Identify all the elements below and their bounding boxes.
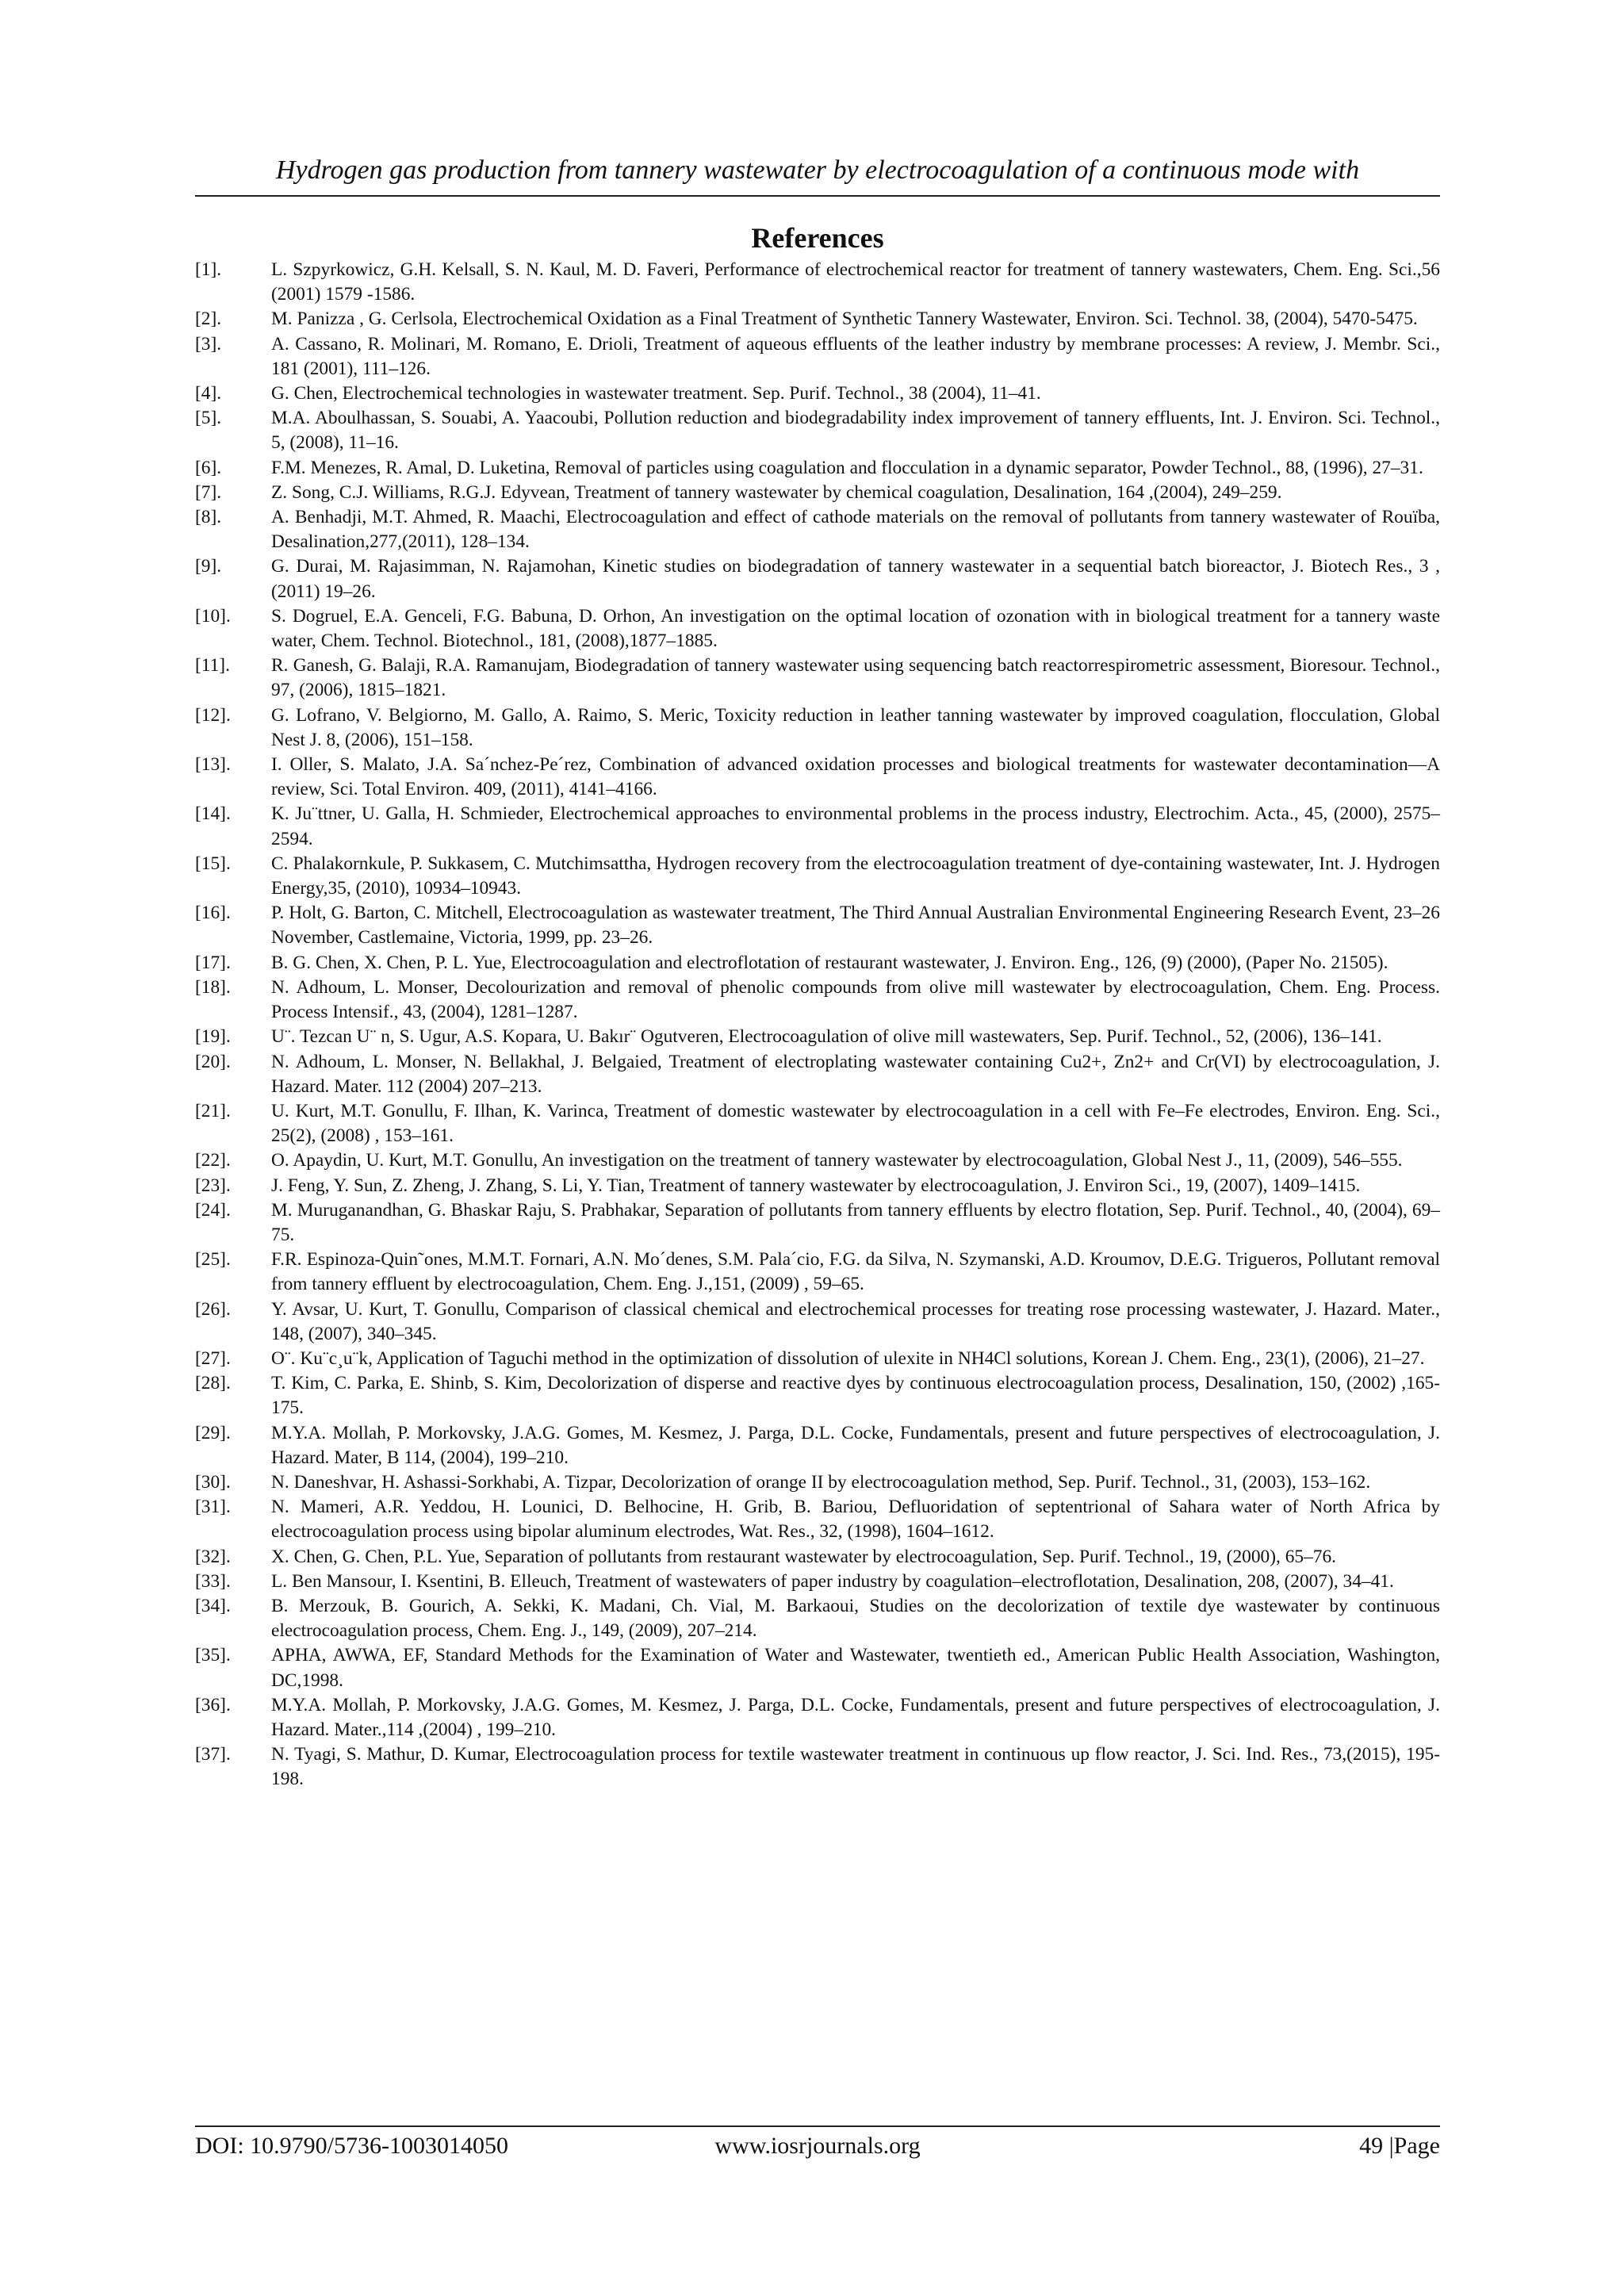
reference-number: [1].: [195, 259, 222, 280]
reference-number: [33].: [195, 1570, 231, 1592]
reference-text: M.A. Aboulhassan, S. Souabi, A. Yaacoubi, Pollution reduction and biodegradability index improvement of tannery effluents, Int. J. Environ. Sci. Technol., 5, (2008), 11–16.: [271, 408, 1440, 454]
reference-number: [15].: [195, 853, 231, 874]
reference-number: [5].: [195, 408, 222, 429]
reference-item: [195, 1297, 1440, 1347]
reference-number: [27].: [195, 1347, 231, 1369]
reference-text: K. Ju¨ttner, U. Galla, H. Schmieder, Electrochemical approaches to environmental problems in the process industry, Electrochim. Acta., 45, (2000), 2575–2594.: [271, 803, 1440, 849]
reference-text: O. Apaydin, U. Kurt, M.T. Gonullu, An investigation on the treatment of tannery wastewater by electrocoagulation, Global Nest J., 11, (2009), 546–555.: [271, 1150, 1403, 1171]
reference-item: [195, 1570, 1440, 1594]
footer-divider: [195, 2125, 1440, 2127]
reference-text: L. Ben Mansour, I. Ksentini, B. Elleuch, Treatment of wastewaters of paper industry by coagulation–electroflotation, Desalination, 208, (2007), 34–41.: [271, 1570, 1394, 1592]
references-heading: References: [751, 222, 884, 254]
reference-text: N. Daneshvar, H. Ashassi-Sorkhabi, A. Tizpar, Decolorization of orange II by electrocoagulation method, Sep. Purif. Technol., 31, (2003), 153–162.: [271, 1471, 1371, 1493]
reference-item: [195, 332, 1440, 381]
reference-text: G. Durai, M. Rajasimman, N. Rajamohan, Kinetic studies on biodegradation of tannery wastewater in a sequential batch bioreactor, J. Biotech Res., 3 ,(2011) 19–26.: [271, 556, 1440, 602]
reference-number: [25].: [195, 1249, 231, 1271]
reference-text: J. Feng, Y. Sun, Z. Zheng, J. Zhang, S. Li, Y. Tian, Treatment of tannery wastewater by electrocoagulation, J. Environ Sci., 19, (2007), 1409–1415.: [271, 1175, 1361, 1196]
reference-text: U. Kurt, M.T. Gonullu, F. Ilhan, K. Varinca, Treatment of domestic wastewater by electrocoagulation in a cell with Fe–Fe electrodes, Environ. Eng. Sci., 25(2), (2008) , 153–161.: [271, 1100, 1440, 1147]
reference-number: [18].: [195, 976, 231, 998]
reference-item: [195, 901, 1440, 950]
reference-text: T. Kim, C. Parka, E. Shinb, S. Kim, Decolorization of disperse and reactive dyes by continuous electrocoagulation process, Desalination, 150, (2002) ,165-175.: [271, 1373, 1440, 1419]
reference-text: U¨. Tezcan U¨ n, S. Ugur, A.S. Kopara, U. Bakır¨ Ogutveren, Electrocoagulation of olive mill wastewaters, Sep. Purif. Technol., 52, (2006), 136–141.: [271, 1026, 1382, 1048]
reference-item: [195, 604, 1440, 654]
reference-number: [32].: [195, 1546, 231, 1567]
reference-text: N. Mameri, A.R. Yeddou, H. Lounici, D. Belhocine, H. Grib, B. Bariou, Defluoridation of septentrional of Sahara water of North Africa by electrocoagulation process using bipolar aluminum electrodes, Wat. Res., 32, (1998), 1604–1612.: [271, 1497, 1440, 1543]
reference-item: [195, 1643, 1440, 1692]
reference-item: [195, 1693, 1440, 1742]
reference-item: [195, 1198, 1440, 1248]
reference-text: B. Merzouk, B. Gourich, A. Sekki, K. Madani, Ch. Vial, M. Barkaoui, Studies on the decolorization of textile dye wastewater by continuous electrocoagulation process, Chem. Eng. J., 149, (2009), 207–214.: [271, 1595, 1440, 1642]
running-header: Hydrogen gas production from tannery wastewater by electrocoagulation of a continuous mode with: [275, 155, 1360, 185]
reference-text: M. Panizza , G. Cerlsola, Electrochemical Oxidation as a Final Treatment of Synthetic Tannery Wastewater, Environ. Sci. Technol. 38, (2004), 5470-5475.: [271, 309, 1418, 330]
reference-text: B. G. Chen, X. Chen, P. L. Yue, Electrocoagulation and electroflotation of restaurant wastewater, J. Environ. Eng., 126, (9) (2000), (Paper No. 21505).: [271, 952, 1388, 973]
reference-number: [22].: [195, 1150, 231, 1171]
reference-number: [8].: [195, 507, 222, 528]
reference-item: [195, 802, 1440, 851]
reference-item: [195, 1742, 1440, 1792]
reference-item: [195, 976, 1440, 1025]
reference-text: M.Y.A. Mollah, P. Morkovsky, J.A.G. Gomes, M. Kesmez, J. Parga, D.L. Cocke, Fundamentals, present and future perspectives of electrocoagulation, J. Hazard. Mater.,114 ,(2004) , 199–210.: [271, 1694, 1440, 1740]
footer-page-number: 49 |Page: [1359, 2133, 1440, 2159]
reference-item: [195, 1495, 1440, 1544]
header-divider: [195, 195, 1440, 197]
reference-item: [195, 951, 1440, 976]
reference-text: G. Lofrano, V. Belgiorno, M. Gallo, A. Raimo, S. Meric, Toxicity reduction in leather tanning wastewater by improved coagulation, flocculation, Global Nest J. 8, (2006), 151–158.: [271, 704, 1440, 750]
reference-text: F.M. Menezes, R. Amal, D. Luketina, Removal of particles using coagulation and flocculation in a dynamic separator, Powder Technol., 88, (1996), 27–31.: [271, 457, 1423, 478]
reference-item: [195, 258, 1440, 307]
reference-text: O¨. Ku¨c¸u¨k, Application of Taguchi method in the optimization of dissolution of ulexite in NH4Cl solutions, Korean J. Chem. Eng., 23(1), (2006), 21–27.: [271, 1347, 1425, 1369]
reference-text: S. Dogruel, E.A. Genceli, F.G. Babuna, D. Orhon, An investigation on the optimal location of ozonation with in biological treatment for a tannery waste water, Chem. Technol. Biotechnol., 181, (2008),1877–1885.: [271, 605, 1440, 652]
reference-number: [12].: [195, 704, 231, 726]
footer-website[interactable]: www.iosrjournals.org: [714, 2133, 921, 2159]
page-footer: [195, 2129, 1440, 2164]
reference-number: [7].: [195, 481, 222, 503]
reference-item: [195, 1470, 1440, 1495]
reference-item: [195, 307, 1440, 332]
reference-item: [195, 1174, 1440, 1198]
reference-number: [36].: [195, 1694, 231, 1715]
reference-text: N. Adhoum, L. Monser, Decolourization and removal of phenolic compounds from olive mill wastewater by electrocoagulation, Chem. Eng. Process. Process Intensif., 43, (2004), 1281–1287.: [271, 976, 1440, 1023]
footer-doi[interactable]: DOI: 10.9790/5736-1003014050: [195, 2133, 508, 2159]
reference-number: [6].: [195, 457, 222, 478]
reference-number: [37].: [195, 1744, 231, 1765]
reference-number: [20].: [195, 1051, 231, 1072]
reference-number: [17].: [195, 952, 231, 973]
reference-item: [195, 1050, 1440, 1099]
reference-text: I. Oller, S. Malato, J.A. Sa´nchez-Pe´rez, Combination of advanced oxidation processes and biological treatments for wastewater decontamination—A review, Sci. Total Environ. 409, (2011), 4141–4166.: [271, 754, 1440, 800]
reference-item: [195, 1594, 1440, 1643]
reference-number: [28].: [195, 1373, 231, 1394]
reference-item: [195, 852, 1440, 901]
reference-number: [3].: [195, 333, 222, 355]
reference-number: [10].: [195, 605, 231, 627]
reference-number: [26].: [195, 1298, 231, 1320]
reference-item: [195, 1148, 1440, 1173]
reference-number: [14].: [195, 803, 231, 825]
reference-number: [11].: [195, 655, 230, 677]
reference-item: [195, 554, 1440, 604]
reference-item: [195, 406, 1440, 455]
reference-number: [9].: [195, 556, 222, 577]
reference-text: P. Holt, G. Barton, C. Mitchell, Electrocoagulation as wastewater treatment, The Third Annual Australian Environmental Engineering Research Event, 23–26 November, Castlemaine, Victoria, 1999, pp. 23–26.: [271, 903, 1440, 949]
reference-item: [195, 753, 1440, 802]
reference-number: [31].: [195, 1497, 231, 1518]
reference-text: R. Ganesh, G. Balaji, R.A. Ramanujam, Biodegradation of tannery wastewater using sequencing batch reactorrespirometric assessment, Bioresour. Technol., 97, (2006), 1815–1821.: [271, 655, 1440, 701]
reference-item: [195, 1347, 1440, 1371]
reference-item: [195, 1099, 1440, 1148]
reference-text: Z. Song, C.J. Williams, R.G.J. Edyvean, Treatment of tannery wastewater by chemical coagulation, Desalination, 164 ,(2004), 249–259.: [271, 481, 1282, 503]
reference-number: [23].: [195, 1175, 231, 1196]
reference-item: [195, 703, 1440, 753]
reference-text: M.Y.A. Mollah, P. Morkovsky, J.A.G. Gomes, M. Kesmez, J. Parga, D.L. Cocke, Fundamentals, present and future perspectives of electrocoagulation, J. Hazard. Mater, B 114, (2004), 199–210.: [271, 1422, 1440, 1468]
reference-item: [195, 1248, 1440, 1297]
reference-text: L. Szpyrkowicz, G.H. Kelsall, S. N. Kaul, M. D. Faveri, Performance of electrochemical reactor for treatment of tannery wastewaters, Chem. Eng. Sci.,56 (2001) 1579 -1586.: [271, 259, 1440, 305]
reference-text: X. Chen, G. Chen, P.L. Yue, Separation of pollutants from restaurant wastewater by electrocoagulation, Sep. Purif. Technol., 19, (2000), 65–76.: [271, 1546, 1337, 1567]
reference-text: F.R. Espinoza-Quin˜ones, M.M.T. Fornari, A.N. Mo´denes, S.M. Pala´cio, F.G. da Silva, N. Szymanski, A.D. Kroumov, D.E.G. Trigueros, Pollutant removal from tannery effluent by electrocoagulation, Chem. Eng. J.,151, (2009) , 59–65.: [271, 1249, 1440, 1295]
reference-text: G. Chen, Electrochemical technologies in wastewater treatment. Sep. Purif. Technol., 38 (2004), 11–41.: [271, 383, 1041, 404]
reference-text: M. Muruganandhan, G. Bhaskar Raju, S. Prabhakar, Separation of pollutants from tannery effluents by electro flotation, Sep. Purif. Technol., 40, (2004), 69–75.: [271, 1199, 1440, 1245]
reference-item: [195, 381, 1440, 406]
reference-item: [195, 1025, 1440, 1049]
reference-number: [21].: [195, 1100, 231, 1121]
reference-item: [195, 481, 1440, 505]
reference-number: [4].: [195, 383, 222, 404]
reference-number: [29].: [195, 1422, 231, 1443]
reference-number: [13].: [195, 754, 231, 776]
reference-item: [195, 1545, 1440, 1570]
reference-number: [2].: [195, 309, 222, 330]
reference-item: [195, 456, 1440, 481]
references-list: [195, 258, 1440, 1792]
reference-number: [19].: [195, 1026, 231, 1048]
reference-item: [195, 1421, 1440, 1470]
reference-text: A. Cassano, R. Molinari, M. Romano, E. Drioli, Treatment of aqueous effluents of the leather industry by membrane processes: A review, J. Membr. Sci., 181 (2001), 111–126.: [271, 333, 1440, 379]
reference-text: C. Phalakornkule, P. Sukkasem, C. Mutchimsattha, Hydrogen recovery from the electrocoagulation treatment of dye-containing wastewater, Int. J. Hydrogen Energy,35, (2010), 10934–10943.: [271, 853, 1440, 899]
reference-number: [16].: [195, 903, 231, 924]
reference-item: [195, 654, 1440, 703]
reference-item: [195, 505, 1440, 554]
reference-number: [30].: [195, 1471, 231, 1493]
reference-text: N. Tyagi, S. Mathur, D. Kumar, Electrocoagulation process for textile wastewater treatment in continuous up flow reactor, J. Sci. Ind. Res., 73,(2015), 195-198.: [271, 1744, 1440, 1790]
reference-number: [35].: [195, 1645, 231, 1666]
reference-text: Y. Avsar, U. Kurt, T. Gonullu, Comparison of classical chemical and electrochemical processes for treating rose processing wastewater, J. Hazard. Mater., 148, (2007), 340–345.: [271, 1298, 1440, 1344]
reference-text: N. Adhoum, L. Monser, N. Bellakhal, J. Belgaied, Treatment of electroplating wastewater containing Cu2+, Zn2+ and Cr(VI) by electrocoagulation, J. Hazard. Mater. 112 (2004) 207–213.: [271, 1051, 1440, 1097]
reference-number: [24].: [195, 1199, 231, 1221]
reference-number: [34].: [195, 1595, 231, 1616]
reference-item: [195, 1371, 1440, 1420]
reference-text: APHA, AWWA, EF, Standard Methods for the Examination of Water and Wastewater, twentieth ed., American Public Health Association, Washington, DC,1998.: [271, 1645, 1440, 1691]
reference-text: A. Benhadji, M.T. Ahmed, R. Maachi, Electrocoagulation and effect of cathode materials on the removal of pollutants from tannery wastewater of Rouïba, Desalination,277,(2011), 128–134.: [271, 507, 1440, 553]
